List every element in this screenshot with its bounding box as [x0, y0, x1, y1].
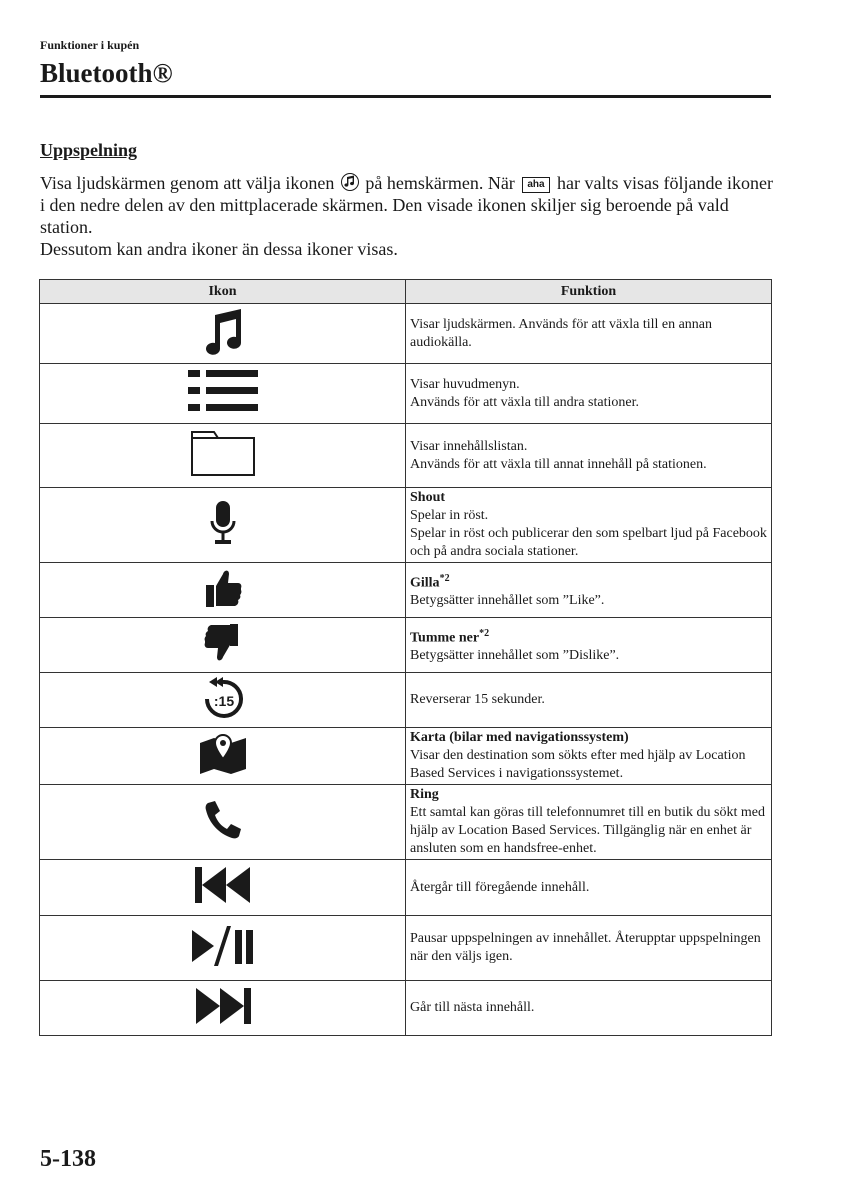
intro-p1-c: har valts visas följande ikoner i den nedre delen av den mittplacerade skärmen. Den visade ikonen skiljer sig beroende på vald station.	[40, 173, 773, 237]
row-text: Visar innehållslistan.	[410, 438, 528, 454]
row-title: Gilla	[410, 575, 440, 591]
subheading: Uppspelning	[40, 140, 138, 160]
col-header-icon: Ikon	[40, 280, 406, 304]
row-text: Visar den destination som sökts efter med hjälp av Location Based Services i navigationssystemet.	[410, 748, 746, 781]
row-title: Shout	[410, 490, 446, 505]
table-row	[40, 304, 772, 364]
table-row	[40, 785, 772, 860]
row-text: Spelar in röst och publicerar den som spelbart ljud på Facebook och på andra sociala stationer.	[410, 526, 767, 559]
table-header-row	[40, 280, 772, 304]
row-text: Används för att växla till andra stationer.	[410, 394, 639, 410]
footnote-mark: *2	[439, 572, 450, 584]
intro-text	[40, 172, 775, 260]
table-row	[40, 488, 772, 563]
page-number: 5-138	[40, 1146, 96, 1172]
row-text: Visar ljudskärmen. Används för att växla till en annan audiokälla.	[410, 316, 713, 350]
table-row	[40, 860, 772, 916]
row-text: Används för att växla till annat innehåll på stationen.	[410, 456, 707, 472]
row-text: Går till nästa innehåll.	[410, 1000, 535, 1015]
rewind-label: :15	[213, 692, 234, 709]
aha-badge: aha	[522, 177, 549, 193]
col-header-function: Funktion	[406, 280, 772, 304]
icon-function-table	[39, 279, 772, 1036]
play-pause-icon	[192, 926, 254, 966]
microphone-icon	[210, 501, 236, 545]
table-row	[40, 728, 772, 785]
table-row	[40, 916, 772, 981]
thumbs-up-icon	[204, 568, 242, 608]
next-track-icon	[195, 988, 251, 1024]
row-text: Återgår till föregående innehåll.	[410, 879, 590, 895]
row-title: Tumme ner	[410, 630, 480, 646]
row-text: Visar huvudmenyn.	[410, 376, 520, 392]
table-row	[40, 673, 772, 728]
row-title: Karta (bilar med navigationssystem)	[410, 730, 629, 745]
footnote-mark: *2	[479, 627, 490, 639]
map-icon	[199, 733, 247, 775]
menu-list-icon	[188, 370, 258, 412]
phone-icon	[204, 800, 242, 840]
row-text: Betygsätter innehållet som ”Dislike”.	[410, 648, 620, 664]
table-row	[40, 981, 772, 1036]
folder-icon	[191, 430, 255, 476]
rewind-15-icon	[203, 677, 243, 719]
music-note-icon	[201, 307, 245, 355]
music-note-icon	[341, 173, 359, 191]
thumbs-down-icon	[204, 623, 242, 663]
row-text: Pausar uppspelningen av innehållet. Återupptar uppspelningen när den väljs igen.	[410, 931, 761, 964]
row-text: Spelar in röst.	[410, 508, 489, 523]
intro-p2: Dessutom kan andra ikoner än dessa ikoner visas.	[40, 239, 398, 259]
row-text: Betygsätter innehållet som ”Like”.	[410, 593, 605, 609]
table-row	[40, 563, 772, 618]
section-label: Funktioner i kupén	[40, 38, 140, 52]
title-rule	[40, 95, 771, 98]
intro-p1-b: på hemskärmen. När	[365, 173, 515, 193]
intro-p1-a: Visa ljudskärmen genom att välja ikonen	[40, 173, 335, 193]
table-row	[40, 618, 772, 673]
row-text: Ett samtal kan göras till telefonnumret till en butik du sökt med hjälp av Location Based Services. Tillgänglig när en enhet är ansluten som en handsfree-enhet.	[410, 805, 765, 856]
table-row	[40, 364, 772, 424]
table-row	[40, 424, 772, 488]
previous-track-icon	[195, 867, 251, 903]
row-title: Ring	[410, 787, 439, 802]
row-text: Reverserar 15 sekunder.	[410, 692, 545, 707]
page-title: Bluetooth®	[40, 58, 173, 88]
